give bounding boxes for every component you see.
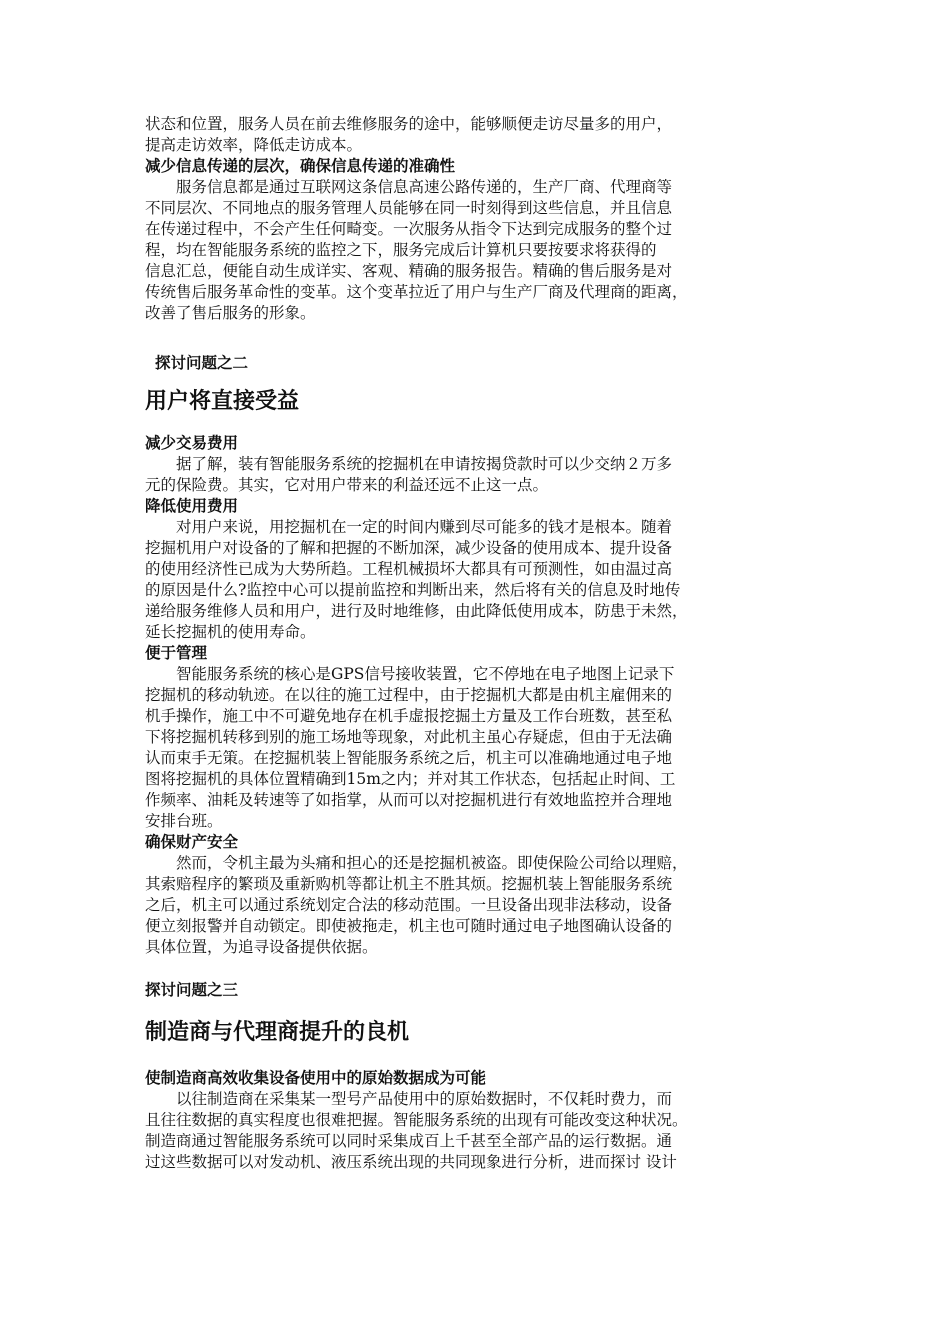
section-body-information-transfer: 服务信息都是通过互联网这条信息高速公路传递的，生产厂商、代理商等 不同层次、不同地点的服务管理人员能够在同一时刻得到这些信息，并且信息 在传递过程中，不会产生任何畸变。一次服务从指令下达到完成服务的整个过 程，均在智能服务系统的监控之下，服务完成后计算机只要按要求将获得的 信息汇总，便能自动生成详实、客观、精确的服务报告。精确的售后服务是对 传统售后服务革命性的变革。这个变革拉近了用户与生产厂商及代理商的距离， 改善了售后服务的形象。: [145, 178, 688, 322]
section-heading-data-collection: 使制造商高效收集设备使用中的原始数据成为可能: [145, 1069, 487, 1087]
document-page: [145, 114, 810, 1173]
topic-three-label: 探讨问题之三: [145, 981, 239, 999]
section-body-management: 智能服务系统的核心是GPS信号接收装置，它不停地在电子地图上记录下 挖掘机的移动轨迹。在以往的施工过程中，由于挖掘机大都是由机主雇佣来的 机手操作，施工中不可避免地存在机手虚报挖掘土方量及工作台班数，甚至私 下将挖掘机转移到别的施工场地等现象，对此机主虽心存疑虑，但由于无法确 认而束手无策。在挖掘机装上智能服务系统之后，机主可以准确地通过电子地 图将挖掘机的具体位置精确到15m之内；并对其工作状态，包括起止时间、工 作频率、油耗及转速等了如指掌，从而可以对挖掘机进行有效地监控并合理地 安排台班。: [145, 665, 676, 830]
intro-paragraph: 状态和位置，服务人员在前去维修服务的途中，能够顺便走访尽量多的用户， 提高走访效率，降低走访成本。: [145, 115, 673, 154]
section-body-data-collection: 以往制造商在采集某一型号产品使用中的原始数据时，不仅耗时费力，而 且往往数据的真实程度也很难把握。智能服务系统的出现有可能改变这种状况。 制造商通过智能服务系统可以同时采集成百上千甚至全部产品的运行数据。通 过这些数据可以对发动机、液压系统出现的共同现象进行分析，进而探讨 设计: [145, 1090, 688, 1171]
section-heading-reduce-transaction: 减少交易费用: [145, 434, 239, 452]
section-body-reduce-transaction: 据了解，装有智能服务系统的挖掘机在申请按揭贷款时可以少交纳２万多 元的保险费。其实，它对用户带来的利益还远不止这一点。: [145, 455, 673, 494]
topic-two-label: 探讨问题之二: [155, 354, 249, 372]
section-heading-reduce-usage-cost: 降低使用费用: [145, 497, 239, 515]
section-heading-information-transfer: 减少信息传递的层次，确保信息传递的准确性: [145, 157, 456, 175]
section-body-property-safety: 然而，令机主最为头痛和担心的还是挖掘机被盗。即使保险公司给以理赔， 其索赔程序的繁琐及重新购机等都让机主不胜其烦。挖掘机装上智能服务系统 之后，机主可以通过系统划定合法的移动范围。一旦设备出现非法移动，设备 便立刻报警并自动锁定。即使被拖走，机主也可随时通过电子地图确认设备的 具体位置，为追寻设备提供依据。: [145, 854, 688, 956]
section-heading-management: 便于管理: [145, 644, 208, 662]
topic-three-title: 制造商与代理商提升的良机: [145, 1020, 410, 1045]
section-heading-property-safety: 确保财产安全: [145, 833, 239, 851]
section-body-reduce-usage-cost: 对用户来说，用挖掘机在一定的时间内赚到尽可能多的钱才是根本。随着 挖掘机用户对设备的了解和把握的不断加深，减少设备的使用成本、提升设备 的使用经济性已成为大势所趋。工程机械损坏大都具有可预测性，如由温过高 的原因是什么?监控中心可以提前监控和判断出来，然后将有关的信息及时地传 递给服务维修人员和用户，进行及时地维修，由此降低使用成本，防患于未然， 延长挖掘机的使用寿命。: [145, 518, 688, 641]
topic-two-title: 用户将直接受益: [145, 389, 300, 414]
